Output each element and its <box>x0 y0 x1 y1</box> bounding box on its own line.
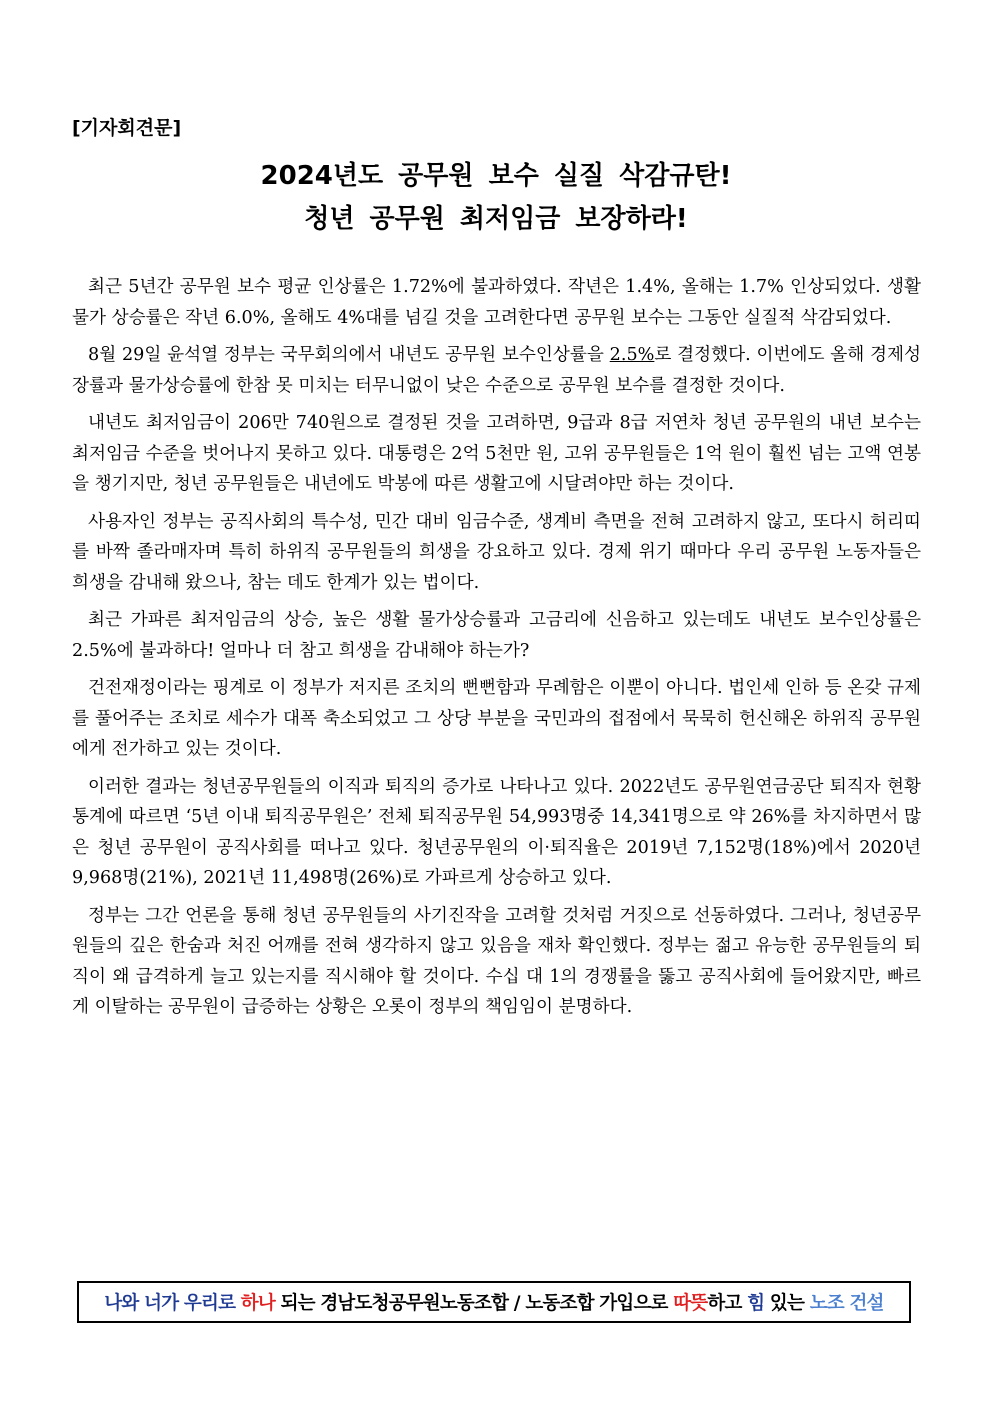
paragraph-6: 건전재정이라는 핑계로 이 정부가 저지른 조치의 뻔뻔함과 무례함은 이뿐이 아니다. 법인세 인하 등 온갖 규제를 풀어주는 조치로 세수가 대폭 축소되었고 그 상당 부분을 국민과의 접점에서 묵묵히 헌신해온 하위직 공무원에게 전가하고 있는 것이다. <box>72 678 921 759</box>
slogan-segment: 하고 <box>707 1293 748 1314</box>
title-line-1: 2024년도 공무원 보수 실질 삭감규탄! <box>260 161 732 191</box>
document-label: [기자회견문] <box>72 117 182 139</box>
slogan-segment: 나와 너가 우리로 <box>104 1293 241 1314</box>
paragraph-5: 최근 가파른 최저임금의 상승, 높은 생활 물가상승률과 고금리에 신음하고 있는데도 내년도 보수인상률은 2.5%에 불과하다! 얼마나 더 참고 희생을 감내해야 하는가? <box>72 610 921 661</box>
paragraph-2-end: 로 결정했다. 이번에도 올해 경제성장률과 물가상승률에 한참 못 미치는 터무니없이 낮은 수준으로 공무원 보수를 결정한 것이다. <box>72 345 922 396</box>
slogan-segment: 있는 <box>764 1293 810 1314</box>
paragraph-2-start: 8월 29일 윤석열 정부는 국무회의에서 내년도 공무원 보수인상률을 <box>88 345 610 365</box>
paragraph-3: 내년도 최저임금이 206만 740원으로 결정된 것을 고려하면, 9급과 8급 저연차 청년 공무원의 내년 보수는 최저임금 수준을 벗어나지 못하고 있다. 대통령은 2억 5천만 원, 고위 공무원들은 1억 원이 훨씬 넘는 고액 연봉을 챙기지만, 청년 공무원들은 내년에도 박봉에 따른 생활고에 시달려야만 하는 것이다. <box>72 413 921 494</box>
paragraph-7: 이러한 결과는 청년공무원들의 이직과 퇴직의 증가로 나타나고 있다. 2022년도 공무원연금공단 퇴직자 현황통계에 따르면 ‘5년 이내 퇴직공무원은’ 전체 퇴직공무원 54,993명중 14,341명으로 약 26%를 차지하면서 많은 청년 공무원이 공직사회를 떠나고 있다. 청년공무원의 이·퇴직율은 2019년 7,152명(18%)에서 2020년 9,968명(21%), 2021년 11,498명(26%)로 가파르게 상승하고 있다. <box>72 776 922 888</box>
slogan-segment: 힘 <box>747 1293 765 1314</box>
slogan-segment: 하나 <box>240 1293 275 1314</box>
title-line-2: 청년 공무원 최저임금 보장하라! <box>304 204 688 234</box>
paragraph-4: 사용자인 정부는 공직사회의 특수성, 민간 대비 임금수준, 생계비 측면을 전혀 고려하지 않고, 또다시 허리띠를 바짝 졸라매자며 특히 하위직 공무원들의 희생을 강요하고 있다. 경제 위기 때마다 우리 공무원 노동자들은 희생을 감내해 왔으나, 참는 데도 한계가 있는 법이다. <box>72 511 921 593</box>
article-body <box>72 272 921 1030</box>
raise-rate-underlined: 2.5% <box>609 345 655 365</box>
paragraph-2 <box>72 340 921 401</box>
union-slogan-box <box>77 1281 911 1323</box>
paragraph-8: 정부는 그간 언론을 통해 청년 공무원들의 사기진작을 고려할 것처럼 거짓으로 선동하였다. 그러나, 청년공무원들의 깊은 한숨과 처진 어깨를 전혀 생각하지 않고 있음을 재차 확인했다. 정부는 젊고 유능한 공무원들의 퇴직이 왜 급격하게 늘고 있는지를 직시해야 할 것이다. 수십 대 1의 경쟁률을 뚫고 공직사회에 들어왔지만, 빠르게 이탈하는 공무원이 급증하는 상황은 오롯이 정부의 책임임이 분명하다. <box>72 905 921 1017</box>
slogan-segment: 노조 건설 <box>809 1293 884 1314</box>
paragraph-1: 최근 5년간 공무원 보수 평균 인상률은 1.72%에 불과하였다. 작년은 1.4%, 올해는 1.7% 인상되었다. 생활물가 상승률은 작년 6.0%, 올해도 4%대를 넘길 것을 고려한다면 공무원 보수는 그동안 실질적 삭감되었다. <box>72 277 921 328</box>
slogan-segment: 되는 경남도청공무원노동조합 / 노동조합 가입으로 <box>274 1293 674 1314</box>
slogan-segment: 따뜻 <box>673 1293 708 1314</box>
